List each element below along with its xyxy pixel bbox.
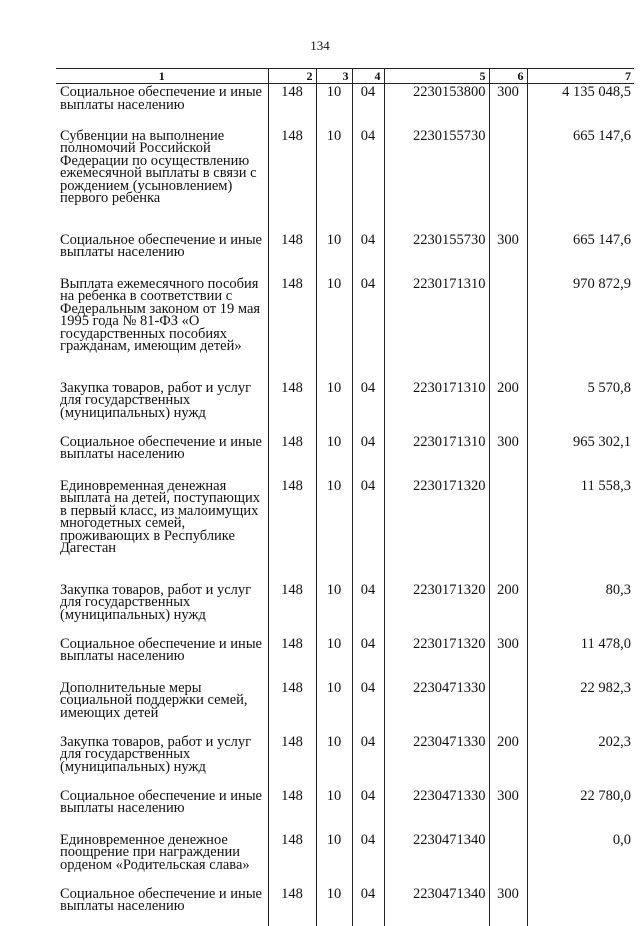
row-name: Социальное обеспечение и иные выплаты населению: [60, 885, 262, 915]
row-section: 10: [316, 832, 352, 886]
row-target-article: 2230171310: [384, 434, 489, 478]
row-expense-type: 300: [489, 434, 527, 478]
row-section: 10: [316, 734, 352, 788]
row-target-article: 2230171320: [384, 582, 489, 636]
row-amount: 80,3: [527, 582, 634, 636]
row-target-article: 2230471340: [384, 886, 489, 926]
row-section: 10: [316, 636, 352, 680]
row-chapter: 148: [268, 478, 316, 582]
table-row: [56, 680, 634, 734]
row-chapter: 148: [268, 276, 316, 380]
row-amount: 22 780,0: [527, 788, 634, 832]
row-target-article: 2230471340: [384, 832, 489, 886]
row-target-article: 2230471330: [384, 680, 489, 734]
table-row: [56, 84, 634, 128]
row-expense-type: 200: [489, 582, 527, 636]
row-section: 10: [316, 680, 352, 734]
row-name: Социальное обеспечение и иные выплаты населению: [60, 635, 262, 665]
row-section: 10: [316, 276, 352, 380]
row-amount: 0,0: [527, 832, 634, 886]
row-target-article: 2230471330: [384, 734, 489, 788]
column-header: 7: [527, 69, 634, 84]
row-expense-type: [489, 832, 527, 886]
table-row: [56, 478, 634, 582]
row-expense-type: [489, 680, 527, 734]
row-name: Социальное обеспечение и иные выплаты населению: [60, 433, 262, 463]
row-subsection: 04: [352, 434, 384, 478]
row-expense-type: 300: [489, 84, 527, 128]
row-amount: 202,3: [527, 734, 634, 788]
column-header: 6: [489, 69, 527, 84]
column-header: 3: [316, 69, 352, 84]
row-amount: 5 570,8: [527, 380, 634, 434]
table-row: [56, 380, 634, 434]
row-subsection: 04: [352, 232, 384, 276]
row-name: Социальное обеспечение и иные выплаты населению: [60, 787, 262, 817]
row-target-article: 2230171310: [384, 276, 489, 380]
row-chapter: 148: [268, 128, 316, 232]
row-amount: 970 872,9: [527, 276, 634, 380]
row-expense-type: [489, 276, 527, 380]
row-expense-type: 300: [489, 636, 527, 680]
row-name: Социальное обеспечение и иные выплаты населению: [60, 84, 262, 113]
row-target-article: 2230155730: [384, 128, 489, 232]
row-chapter: 148: [268, 582, 316, 636]
row-subsection: 04: [352, 276, 384, 380]
budget-table: [56, 68, 634, 926]
page-number: 134: [310, 38, 330, 53]
table-row: [56, 832, 634, 886]
table-row: [56, 128, 634, 232]
row-chapter: 148: [268, 434, 316, 478]
row-name: Единовременная денежная выплата на детей, поступающих в первый класс, из малоимущих многодетных семей, проживающих в Республике Дагестан: [60, 477, 261, 557]
row-expense-type: 300: [489, 232, 527, 276]
table-row: [56, 788, 634, 832]
row-section: 10: [316, 582, 352, 636]
row-expense-type: [489, 478, 527, 582]
row-section: 10: [316, 380, 352, 434]
row-expense-type: 200: [489, 734, 527, 788]
row-section: 10: [316, 788, 352, 832]
table-row: [56, 886, 634, 926]
row-subsection: 04: [352, 734, 384, 788]
table-row: [56, 434, 634, 478]
row-subsection: 04: [352, 84, 384, 128]
row-chapter: 148: [268, 788, 316, 832]
row-amount: 665 147,6: [527, 232, 634, 276]
row-chapter: 148: [268, 832, 316, 886]
row-name: Закупка товаров, работ и услуг для государственных (муниципальных) нужд: [60, 733, 252, 775]
row-subsection: 04: [352, 636, 384, 680]
row-amount: 965 302,1: [527, 434, 634, 478]
table-header-row: [56, 69, 634, 84]
row-name: Единовременное денежное поощрение при награждении орденом «Родительская слава»: [60, 831, 250, 873]
row-section: 10: [316, 128, 352, 232]
column-header: 1: [56, 69, 268, 84]
row-subsection: 04: [352, 478, 384, 582]
row-section: 10: [316, 478, 352, 582]
row-expense-type: 300: [489, 788, 527, 832]
column-header: 4: [352, 69, 384, 84]
row-amount: 4 135 048,5: [527, 84, 634, 128]
row-section: 10: [316, 232, 352, 276]
row-name: Выплата ежемесячного пособия на ребенка в соответствии с Федеральным законом от 19 мая 1995 года № 81-ФЗ «О государственных пособиях гражданам, имеющим детей»: [60, 275, 261, 355]
row-chapter: 148: [268, 232, 316, 276]
row-subsection: 04: [352, 380, 384, 434]
row-target-article: 2230171320: [384, 478, 489, 582]
row-target-article: 2230171320: [384, 636, 489, 680]
row-name: Закупка товаров, работ и услуг для государственных (муниципальных) нужд: [60, 581, 252, 623]
row-expense-type: 200: [489, 380, 527, 434]
row-expense-type: 300: [489, 886, 527, 926]
row-name: Дополнительные меры социальной поддержки семей, имеющих детей: [60, 679, 248, 721]
row-name: Социальное обеспечение и иные выплаты населению: [60, 231, 262, 261]
row-chapter: 148: [268, 84, 316, 128]
table-row: [56, 636, 634, 680]
row-chapter: 148: [268, 680, 316, 734]
column-header: 5: [384, 69, 489, 84]
row-section: 10: [316, 84, 352, 128]
row-target-article: 2230155730: [384, 232, 489, 276]
row-amount: 11 558,3: [527, 478, 634, 582]
row-expense-type: [489, 128, 527, 232]
row-target-article: 2230153800: [384, 84, 489, 128]
row-subsection: 04: [352, 680, 384, 734]
row-name: Субвенции на выполнение полномочий Российской Федерации по осуществлению ежемесячной выплаты в связи с рождением (усыновлением) первого ребенка: [60, 127, 257, 207]
row-amount: 22 982,3: [527, 680, 634, 734]
row-amount: [527, 886, 634, 926]
row-subsection: 04: [352, 582, 384, 636]
table-row: [56, 582, 634, 636]
row-chapter: 148: [268, 380, 316, 434]
row-amount: 11 478,0: [527, 636, 634, 680]
row-subsection: 04: [352, 886, 384, 926]
row-subsection: 04: [352, 128, 384, 232]
row-subsection: 04: [352, 832, 384, 886]
row-subsection: 04: [352, 788, 384, 832]
row-chapter: 148: [268, 886, 316, 926]
row-section: 10: [316, 886, 352, 926]
row-name: Закупка товаров, работ и услуг для государственных (муниципальных) нужд: [60, 379, 252, 421]
table-row: [56, 276, 634, 380]
row-amount: 665 147,6: [527, 128, 634, 232]
row-chapter: 148: [268, 636, 316, 680]
column-header: 2: [268, 69, 316, 84]
table-row: [56, 734, 634, 788]
table-row: [56, 232, 634, 276]
row-chapter: 148: [268, 734, 316, 788]
row-target-article: 2230471330: [384, 788, 489, 832]
row-target-article: 2230171310: [384, 380, 489, 434]
row-section: 10: [316, 434, 352, 478]
